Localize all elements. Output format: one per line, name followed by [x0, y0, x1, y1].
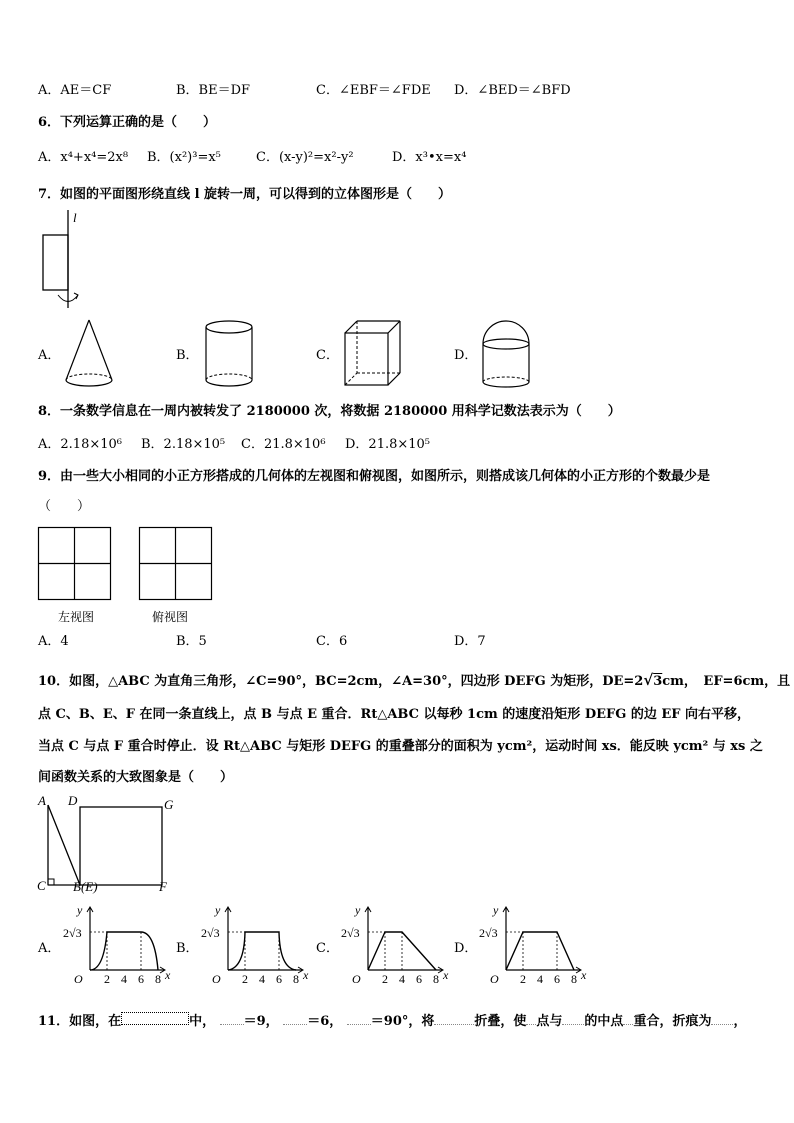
x-tick-label: 4 — [399, 972, 405, 986]
x-tick-label: 6 — [416, 972, 422, 986]
missing-formula-placeholder — [711, 1024, 733, 1025]
x-axis-label: x — [303, 968, 309, 982]
x-tick-label: 8 — [155, 972, 161, 986]
q6-stem: 6．下列运算正确的是（ ） — [38, 115, 217, 130]
q10-line-3: 当点 C 与点 F 重合时停止．设 Rt△ABC 与矩形 DEFG 的重叠部分的面积为 ycm²，运动时间 xs．能反映 ycm² 与 xs 之 — [38, 739, 763, 754]
origin-label: O — [212, 972, 221, 986]
missing-formula-placeholder — [220, 1024, 244, 1025]
missing-formula-placeholder — [526, 1024, 536, 1025]
label-B-E: B(E) — [73, 879, 98, 894]
q8-option-b: B．2.18×10⁵ — [141, 437, 226, 452]
x-tick-label: 2 — [382, 972, 388, 986]
q10-line-2: 点 C、B、E、F 在同一条直线上，点 B 与点 E 重合．Rt△ABC 以每秒 1cm 的速度沿矩形 DEFG 的边 EF 向右平移， — [38, 707, 751, 722]
x-tick-label: 4 — [537, 972, 543, 986]
q11-start: 11．如图，在 — [38, 1014, 122, 1029]
missing-formula-placeholder — [121, 1012, 189, 1025]
q10-option-a-label: A． — [38, 941, 61, 956]
left-view-grid — [38, 527, 112, 601]
q11-end: ， — [733, 1014, 747, 1029]
q7-option-d-label: D． — [454, 348, 478, 363]
q5-option-a: A．AE＝CF — [38, 83, 112, 98]
x-tick-label: 2 — [104, 972, 110, 986]
q8-option-c: C．21.8×10⁶ — [241, 437, 326, 452]
missing-formula-placeholder — [623, 1024, 633, 1025]
q5-option-b: B．BE＝DF — [176, 83, 251, 98]
cylinder-with-hemisphere-figure — [480, 318, 535, 390]
q9-option-b: B．5 — [176, 634, 207, 649]
q5-option-d: D．∠BED＝∠BFD — [454, 83, 571, 98]
origin-label: O — [352, 972, 361, 986]
q7-rotation-figure — [38, 210, 88, 315]
origin-label: O — [74, 972, 83, 986]
cylinder-figure — [203, 318, 258, 390]
x-tick-label: 6 — [554, 972, 560, 986]
q10-line-4: 间函数关系的大致图象是（ ） — [38, 770, 234, 785]
q6-option-c: C．(x-y)²=x²-y² — [256, 150, 354, 165]
y-axis-label: y — [493, 903, 499, 917]
q9-stem: 9．由一些大小相同的小正方形搭成的几何体的左视图和俯视图，如图所示，则搭成该几何体的小正方形的个数最少是 — [38, 469, 711, 484]
x-tick-label: 8 — [571, 972, 577, 986]
left-view-caption: 左视图 — [58, 610, 95, 624]
cone-figure — [62, 318, 117, 390]
q7-option-c-label: C． — [316, 348, 339, 363]
y-tick-label: 2√3 — [63, 926, 82, 940]
q10-graph-d — [476, 902, 588, 992]
rectangle-shape — [43, 235, 68, 290]
function-curve — [506, 932, 574, 970]
q10-graph-a — [60, 902, 172, 992]
x-tick-label: 4 — [121, 972, 127, 986]
q10-triangle-rectangle-figure — [36, 793, 181, 895]
x-tick-label: 8 — [433, 972, 439, 986]
y-axis-label: y — [215, 903, 221, 917]
missing-formula-placeholder — [434, 1024, 474, 1025]
q9-option-d: D．7 — [454, 634, 486, 649]
q6-option-d: D．x³•x=x⁴ — [392, 150, 467, 165]
x-axis-label: x — [165, 968, 171, 982]
q10-line-1-end: cm， EF=6cm，且 — [662, 674, 791, 689]
x-tick-label: 2 — [242, 972, 248, 986]
q11-mid1: 中， — [189, 1014, 216, 1029]
label-D: D — [68, 793, 78, 808]
q11-mid2: 折叠，使 — [474, 1014, 527, 1029]
q10-graph-c — [338, 902, 450, 992]
q10-line-1 — [38, 671, 790, 691]
q10-option-b-label: B． — [176, 941, 199, 956]
q6-option-b: B．(x²)³=x⁵ — [147, 150, 221, 165]
q11-mid5: 重合，折痕为 — [633, 1014, 712, 1029]
x-tick-label: 8 — [293, 972, 299, 986]
q10-line-1-start: 10．如图，△ABC 为直角三角形，∠C=90°，BC=2cm，∠A=30°，四边形 DEFG 为矩形，DE=2 — [38, 674, 644, 689]
x-tick-label: 6 — [138, 972, 144, 986]
x-tick-label: 2 — [520, 972, 526, 986]
q8-option-d: D．21.8×10⁵ — [345, 437, 431, 452]
missing-formula-placeholder — [562, 1024, 584, 1025]
y-tick-label: 2√3 — [201, 926, 220, 940]
sqrt-radicand: 3 — [653, 674, 663, 689]
q7-option-b-label: B． — [176, 348, 199, 363]
sqrt-sign: √ — [643, 671, 654, 689]
q7-option-a-label: A． — [38, 348, 61, 363]
q11-mid4: 的中点 — [584, 1014, 624, 1029]
cuboid-figure — [342, 318, 402, 390]
y-axis-label: y — [77, 903, 83, 917]
q11-eq2: ＝6， — [307, 1014, 343, 1029]
origin-label: O — [490, 972, 499, 986]
label-G: G — [164, 797, 174, 812]
q11-mid3: 点与 — [536, 1014, 563, 1029]
q10-option-d-label: D． — [454, 941, 478, 956]
y-tick-label: 2√3 — [341, 926, 360, 940]
q11-line-1 — [38, 1012, 746, 1031]
q10-option-c-label: C． — [316, 941, 339, 956]
top-view-caption: 俯视图 — [152, 610, 189, 624]
y-axis-label: y — [355, 903, 361, 917]
function-curve — [228, 932, 296, 970]
label-C: C — [37, 878, 46, 893]
q7-stem: 7．如图的平面图形绕直线 l 旋转一周，可以得到的立体图形是（ ） — [38, 187, 452, 202]
q5-option-c: C．∠EBF＝∠FDE — [316, 83, 431, 98]
q9-paren: （ ） — [38, 499, 91, 514]
label-A: A — [38, 793, 46, 808]
q8-stem: 8．一条数学信息在一周内被转发了 2180000 次，将数据 2180000 用科学记数法表示为（ ） — [38, 404, 621, 419]
q10-graph-b — [198, 902, 310, 992]
q11-eq3: ＝90°，将 — [370, 1014, 435, 1029]
x-axis-label: x — [443, 968, 449, 982]
q8-option-a: A．2.18×10⁶ — [38, 437, 122, 452]
q6-option-a: A．x⁴+x⁴=2x⁸ — [38, 150, 129, 165]
label-F: F — [159, 879, 167, 894]
x-tick-label: 4 — [259, 972, 265, 986]
missing-formula-placeholder — [347, 1024, 371, 1025]
y-tick-label: 2√3 — [479, 926, 498, 940]
missing-formula-placeholder — [283, 1024, 307, 1025]
q11-eq1: ＝9， — [243, 1014, 279, 1029]
x-tick-label: 6 — [276, 972, 282, 986]
top-view-grid — [139, 527, 213, 601]
q9-option-c: C．6 — [316, 634, 348, 649]
function-curve — [90, 932, 158, 970]
axis-label-l: l — [73, 210, 77, 225]
q9-option-a: A．4 — [38, 634, 69, 649]
x-axis-label: x — [581, 968, 587, 982]
